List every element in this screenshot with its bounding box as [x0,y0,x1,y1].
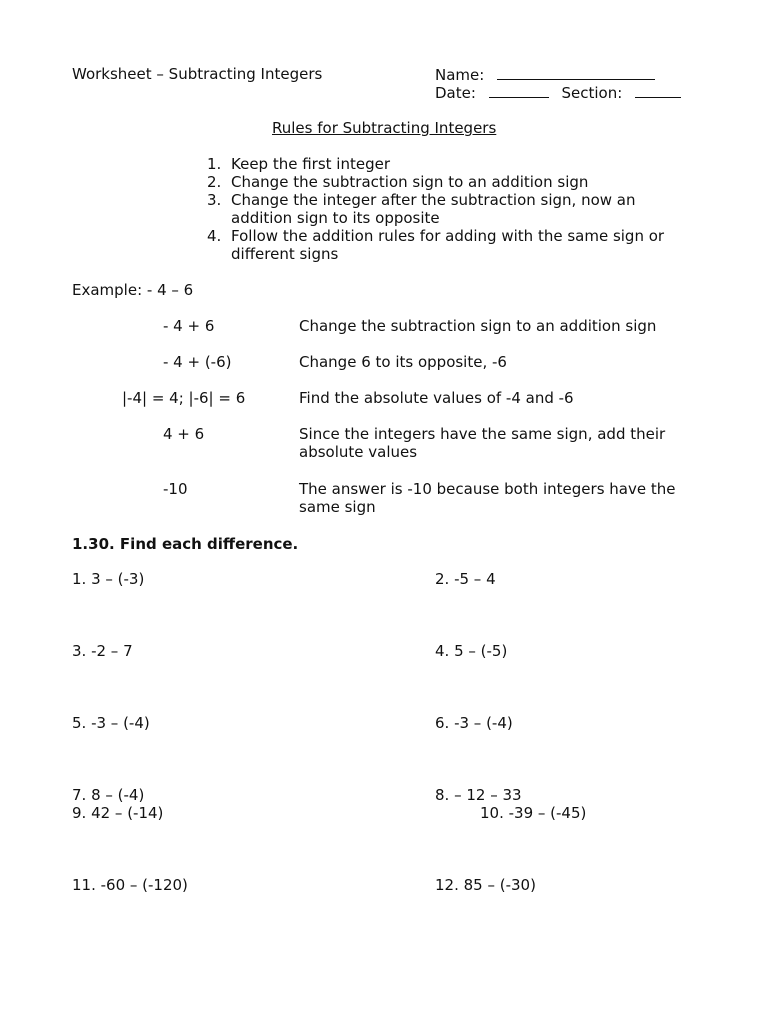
rule-number: 1. [207,155,222,173]
example-step-explanation: Find the absolute values of -4 and -6 [299,389,574,407]
rule-number: 2. [207,173,222,191]
problem-item: 12. 85 – (-30) [435,876,536,894]
example-step-expression: - 4 + 6 [163,317,215,335]
problem-item: 4. 5 – (-5) [435,642,508,660]
problem-item: 10. -39 – (-45) [480,804,587,822]
problem-item: 2. -5 – 4 [435,570,496,588]
rule-text: Keep the first integer [231,155,391,173]
date-section-line [435,83,681,102]
name-blank [497,65,655,80]
problem-item: 9. 42 – (-14) [72,804,164,822]
problem-item: 1. 3 – (-3) [72,570,145,588]
problem-item: 3. -2 – 7 [72,642,133,660]
date-blank [489,83,549,98]
section-blank [635,83,681,98]
example-step-explanation: Change the subtraction sign to an addition sign [299,317,657,335]
example-step-expression: |-4| = 4; |-6| = 6 [122,389,246,407]
rule-text: Change the subtraction sign to an addition sign [231,173,589,191]
problem-item: 8. – 12 – 33 [435,786,522,804]
name-line [435,65,655,84]
problem-item: 11. -60 – (-120) [72,876,188,894]
problem-item: 6. -3 – (-4) [435,714,513,732]
rule-number: 4. [207,227,222,245]
problem-item: 5. -3 – (-4) [72,714,150,732]
example-step-expression: - 4 + (-6) [163,353,232,371]
rule-text: Follow the addition rules for adding with the same sign or different signs [231,227,665,263]
example-step-expression: -10 [163,480,188,498]
rules-heading: Rules for Subtracting Integers [272,119,497,137]
rule-text: Change the integer after the subtraction sign, now an addition sign to its opposite [231,191,636,227]
name-label: Name: [435,66,485,84]
rule-item [207,173,687,191]
rule-number: 3. [207,191,222,209]
rule-item [207,227,687,263]
exercise-heading: 1.30. Find each difference. [72,535,299,553]
example-step-explanation: Change 6 to its opposite, -6 [299,353,507,371]
rules-list [207,155,687,263]
problem-item: 7. 8 – (-4) [72,786,145,804]
example-label: Example: - 4 – 6 [72,281,194,299]
example-step-expression: 4 + 6 [163,425,205,443]
worksheet-title: Worksheet – Subtracting Integers [72,65,323,83]
example-step-explanation: The answer is -10 because both integers have the same sign [299,480,676,516]
example-step-explanation: Since the integers have the same sign, add their absolute values [299,425,666,461]
rule-item [207,155,687,173]
date-label: Date: [435,84,476,102]
rule-item [207,191,687,227]
section-label: Section: [561,84,623,102]
